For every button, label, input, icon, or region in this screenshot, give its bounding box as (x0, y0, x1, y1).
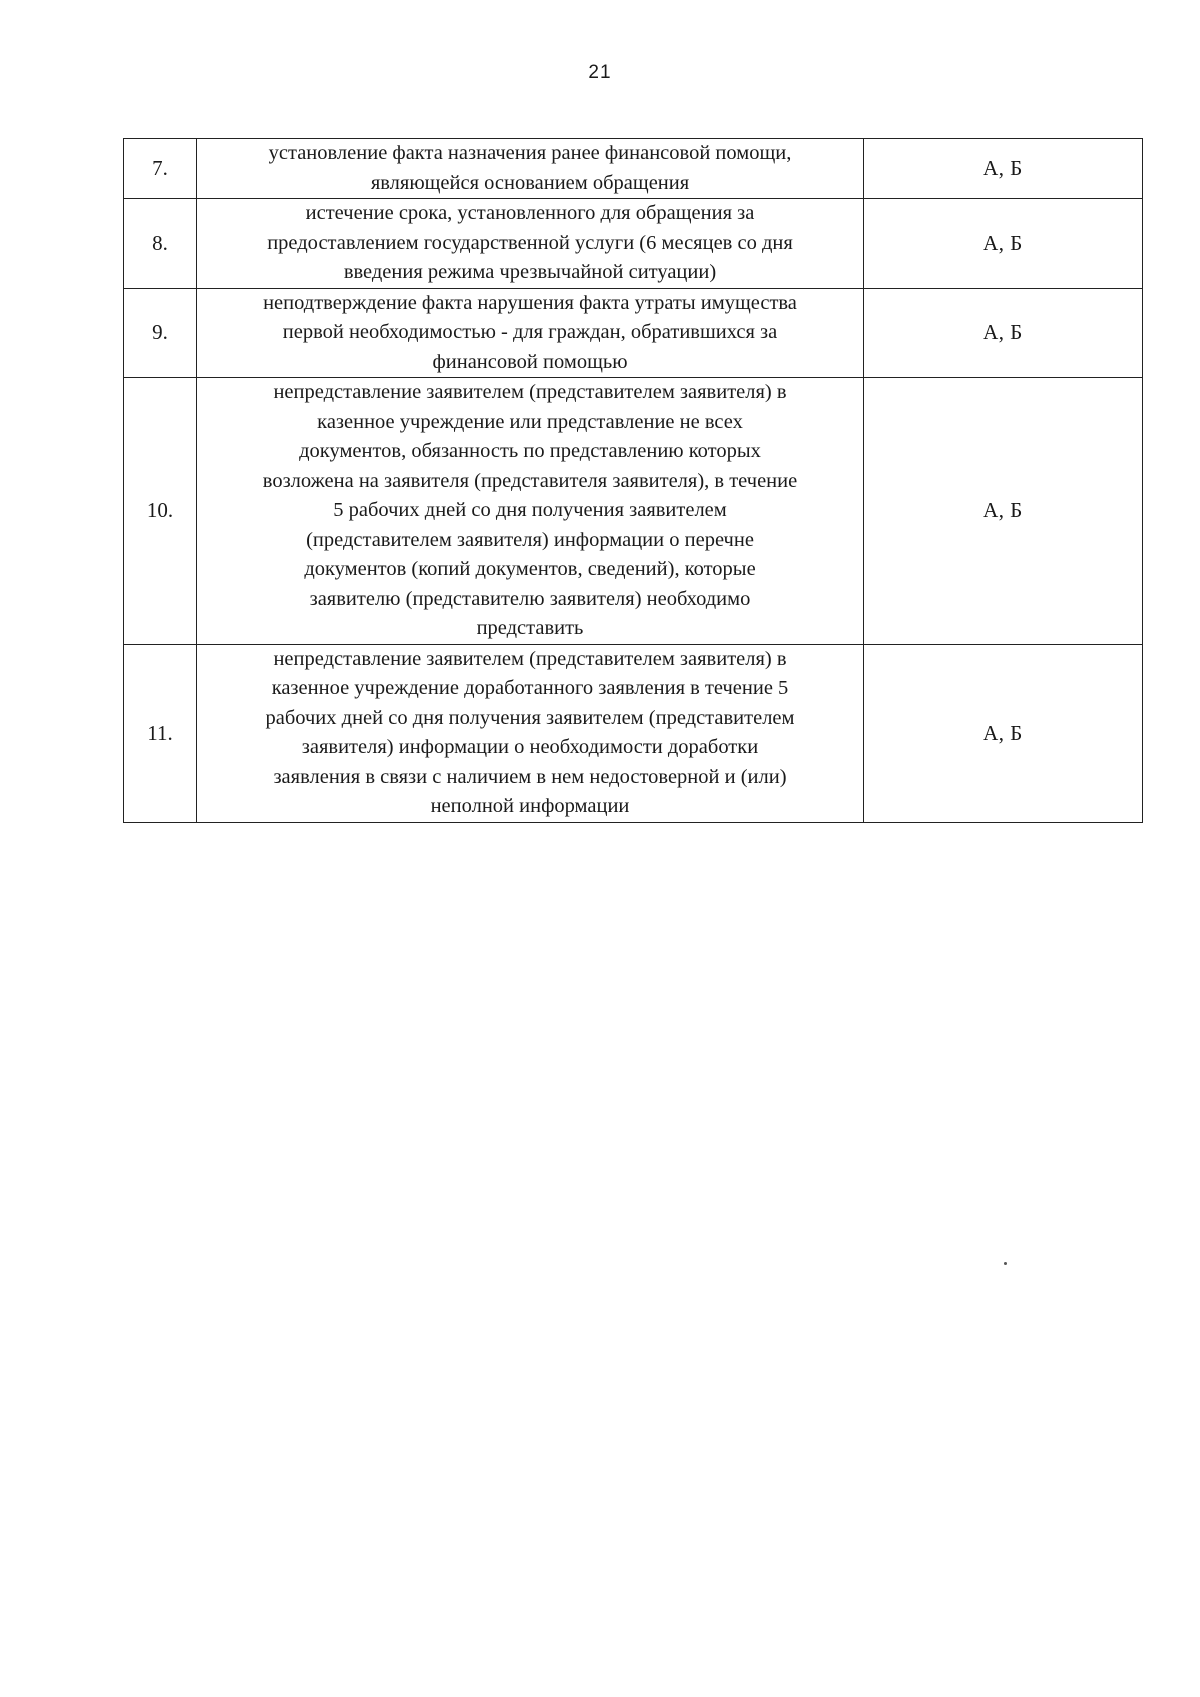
description-line: рабочих дней со дня получения заявителем (представителем (265, 706, 795, 729)
description-line: заявителя) информации о необходимости доработки (301, 736, 759, 758)
row-description (197, 288, 864, 378)
description-line: введения режима чрезвычайной ситуации) (343, 261, 717, 283)
row-number: 8. (124, 199, 197, 289)
row-number: 10. (124, 378, 197, 645)
description-line: предоставлением государственной услуги (6 месяцев со дня (267, 231, 793, 254)
table-row (124, 644, 1143, 822)
description-line: казенное учреждение или представление не всех (317, 410, 743, 433)
row-codes: А, Б (864, 199, 1143, 289)
row-description (197, 139, 864, 199)
page-number: 21 (588, 62, 612, 83)
description-line: возложена на заявителя (представителя заявителя), в течение (262, 469, 798, 492)
row-codes: А, Б (864, 139, 1143, 199)
table-row (124, 378, 1143, 645)
description-line: неподтверждение факта нарушения факта утраты имущества (263, 291, 797, 314)
description-line: казенное учреждение доработанного заявления в течение 5 (271, 677, 789, 699)
table-row (124, 199, 1143, 289)
row-description (197, 199, 864, 289)
row-codes: А, Б (864, 378, 1143, 645)
description-line: непредставление заявителем (представителем заявителя) в (273, 381, 787, 403)
row-description (197, 378, 864, 645)
grounds-table (123, 138, 1143, 823)
table-row (124, 139, 1143, 199)
description-line: 5 рабочих дней со дня получения заявителем (333, 499, 727, 521)
description-line: (представителем заявителя) информации о перечне (306, 528, 754, 551)
description-line: заявления в связи с наличием в нем недостоверной и (или) (273, 765, 787, 788)
scan-speck (1004, 1262, 1007, 1265)
row-number: 9. (124, 288, 197, 378)
description-line: заявителю (представителю заявителя) необходимо (309, 587, 751, 610)
description-line: являющейся основанием обращения (370, 171, 690, 194)
description-line: первой необходимостью - для граждан, обратившихся за (282, 321, 778, 343)
row-description (197, 644, 864, 822)
description-line: установление факта назначения ранее финансовой помощи, (268, 142, 792, 164)
description-line: истечение срока, установленного для обращения за (305, 202, 755, 224)
row-codes: А, Б (864, 644, 1143, 822)
description-line: финансовой помощью (432, 350, 628, 373)
table-row (124, 288, 1143, 378)
description-line: документов, обязанность по представлению которых (299, 440, 761, 462)
description-line: представить (476, 617, 584, 639)
description-line: неполной информации (430, 795, 630, 817)
row-codes: А, Б (864, 288, 1143, 378)
description-line: документов (копий документов, сведений), которые (304, 558, 756, 580)
row-number: 11. (124, 644, 197, 822)
description-line: непредставление заявителем (представителем заявителя) в (273, 647, 787, 670)
row-number: 7. (124, 139, 197, 199)
